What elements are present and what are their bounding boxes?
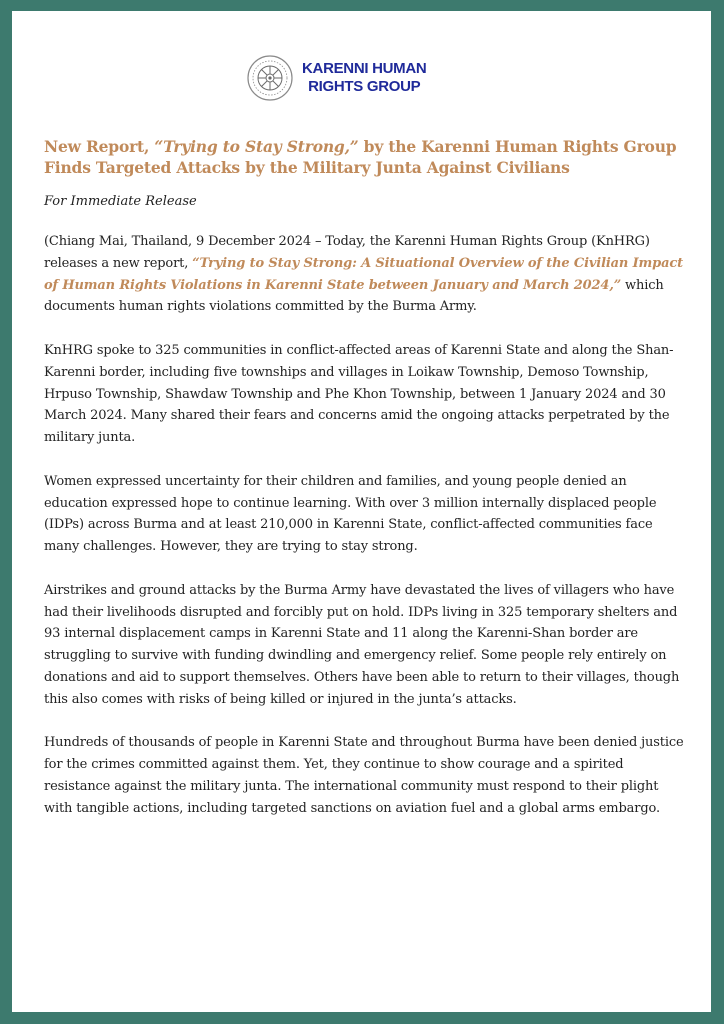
headline-report-title: “Trying to Stay Strong,”	[154, 137, 359, 156]
paragraph-justice: Hundreds of thousands of people in Karenni State and throughout Burma have been denied justice for the crimes committed against them. Yet, they continue to show courage and a spirited resistance against the military junta. The international community must respond to their plight with tangible actions, including targeted sanctions on aviation fuel and a global arms embargo.	[44, 735, 684, 816]
document-page	[12, 11, 711, 1012]
paragraph-women: Women expressed uncertainty for their children and families, and young people denied an education expressed hope to continue learning. With over 3 million internally displaced people (IDPs) across Burma and at least 210,000 in Karenni State, conflict-affected communities face many challenges. However, they are trying to stay strong.	[44, 473, 657, 555]
headline	[44, 136, 684, 178]
logo-line-1: KARENNI HUMAN	[302, 60, 427, 77]
release-label: For Immediate Release	[44, 194, 197, 209]
paragraph-airstrikes: Airstrikes and ground attacks by the Burma Army have devastated the lives of villagers who have had their livelihoods disrupted and forcibly put on hold. IDPs living in 325 temporary shelters and 93 internal displacement camps in Karenni State and 11 along the Karenni-Shan border are struggling to survive with funding dwindling and emergency relief. Some people rely entirely on donations and aid to support themselves. Others have been able to return to their villages, though this also comes with risks of being killed or injured in the junta’s attacks.	[44, 582, 680, 707]
report-title-link[interactable]: “Trying to Stay Strong: A Situational Overview of the Civilian Impact of Human Rights Violations in Karenni State between January and March 2024,”	[44, 255, 683, 293]
organization-logo	[246, 53, 426, 103]
headline-part-2: by the Karenni Human Rights Group Finds Targeted Attacks by the Military Junta Against Civilians	[44, 137, 677, 177]
paragraph-communities: KnHRG spoke to 325 communities in conflict-affected areas of Karenni State and along the Shan-Karenni border, including five townships and villages in Loikaw Township, Demoso Township, Hrpuso Township, Shawdaw Township and Phe Khon Township, between 1 January 2024 and 30 March 2024. Many shared their fears and concerns amid the ongoing attacks perpetrated by the military junta.	[44, 342, 674, 446]
article-body	[44, 136, 684, 841]
intro-text-start: (Chiang Mai, Thailand, 9 December 2024 – Today, the Karenni Human Rights Group (KnHRG) releases a new report,	[44, 234, 650, 271]
paragraph-intro	[44, 231, 684, 318]
seal-icon	[246, 54, 294, 102]
organization-name	[302, 60, 426, 96]
headline-part-1: New Report,	[44, 137, 155, 156]
intro-text-end: which documents human rights violations committed by the Burma Army.	[44, 277, 664, 315]
logo-line-2: RIGHTS GROUP	[308, 78, 421, 95]
